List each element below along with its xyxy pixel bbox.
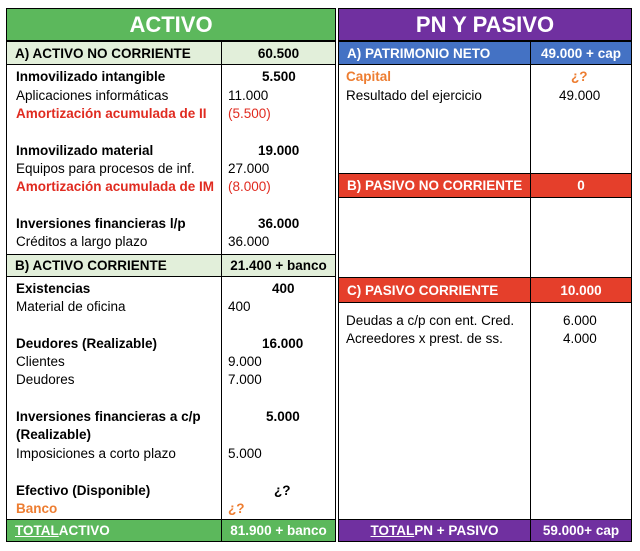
inv-cp-total: 5.000: [266, 409, 300, 424]
pasivo-header: [338, 8, 632, 41]
material-amort-label: Amortización acumulada de IM: [16, 179, 215, 194]
capital-value: ¿?: [571, 69, 588, 84]
activo-no-corriente-value: 60.500: [221, 41, 336, 65]
existencias-item-label: Material de oficina: [16, 299, 126, 314]
acreedores-label: Acreedores x prest. de ss.: [346, 331, 503, 346]
inv-lp-title: Inversiones financieras l/p: [16, 216, 186, 231]
activo-corriente-label: B) ACTIVO CORRIENTE: [6, 254, 222, 277]
inv-cp-title: Inversiones financieras a c/p: [16, 409, 201, 424]
intangible-amort-label: Amortización acumulada de II: [16, 106, 207, 121]
pasivo-no-corriente-body-left: [338, 197, 531, 278]
pasivo-no-corriente-body-right: [530, 197, 632, 278]
deudores-total: 16.000: [262, 336, 304, 351]
existencias-item-value: 400: [228, 299, 251, 314]
material-title: Inmovilizado material: [16, 143, 154, 158]
existencias-title: Existencias: [16, 281, 91, 296]
resultado-label: Resultado del ejercicio: [346, 88, 482, 103]
deudores-item-label: Clientes: [16, 354, 65, 369]
intangible-title: Inmovilizado intangible: [16, 69, 166, 84]
material-amort-value: (8.000): [228, 179, 271, 194]
pasivo-no-corriente-value: 0: [530, 173, 632, 198]
inv-lp-item-label: Créditos a largo plazo: [16, 234, 148, 249]
total-activo-label: TOTAL ACTIVO: [6, 519, 222, 542]
material-item-label: Equipos para procesos de inf.: [16, 161, 195, 176]
banco-label: Banco: [16, 501, 58, 516]
pn-value: 49.000 + cap: [530, 41, 632, 65]
deudores-item-value: 7.000: [228, 372, 262, 387]
intangible-amort-value: (5.500): [228, 106, 271, 121]
efectivo-total: ¿?: [274, 483, 291, 498]
intangible-item-value: 11.000: [228, 88, 269, 103]
efectivo-title: Efectivo (Disponible): [16, 483, 151, 498]
inv-lp-total: 36.000: [258, 216, 300, 231]
pasivo-title: PN Y PASIVO: [415, 11, 555, 37]
material-item-value: 27.000: [228, 161, 270, 176]
inv-lp-item-value: 36.000: [228, 234, 270, 249]
existencias-total: 400: [272, 281, 295, 296]
activo-title: ACTIVO: [129, 11, 213, 37]
banco-value: ¿?: [228, 501, 245, 516]
activo-header: [6, 8, 336, 41]
capital-label: Capital: [346, 69, 392, 84]
deudas-cp-value: 6.000: [563, 313, 597, 328]
deudores-item-value: 9.000: [228, 354, 262, 369]
deudas-cp-label: Deudas a c/p con ent. Cred.: [346, 313, 515, 328]
inv-cp-item-value: 5.000: [228, 446, 262, 461]
pn-label: A) PATRIMONIO NETO: [338, 41, 531, 65]
acreedores-value: 4.000: [563, 331, 597, 346]
activo-corriente-value: 21.400 + banco: [221, 254, 336, 277]
deudores-title: Deudores (Realizable): [16, 336, 158, 351]
total-pasivo-value: 59.000+ cap: [530, 519, 632, 542]
intangible-total: 5.500: [262, 69, 296, 84]
pasivo-corriente-label: C) PASIVO CORRIENTE: [338, 277, 531, 303]
inv-cp-item-label: Imposiciones a corto plazo: [16, 446, 176, 461]
total-pasivo-label: TOTAL PN + PASIVO: [338, 519, 531, 542]
inv-cp-title-line2: (Realizable): [16, 427, 92, 442]
pasivo-no-corriente-label: B) PASIVO NO CORRIENTE: [338, 173, 531, 198]
activo-no-corriente-label: A) ACTIVO NO CORRIENTE: [6, 41, 222, 65]
resultado-value: 49.000: [559, 88, 601, 103]
intangible-item-label: Aplicaciones informáticas: [16, 88, 169, 103]
material-total: 19.000: [258, 143, 300, 158]
deudores-item-label: Deudores: [16, 372, 75, 387]
total-activo-value: 81.900 + banco: [221, 519, 336, 542]
pasivo-corriente-value: 10.000: [530, 277, 632, 303]
